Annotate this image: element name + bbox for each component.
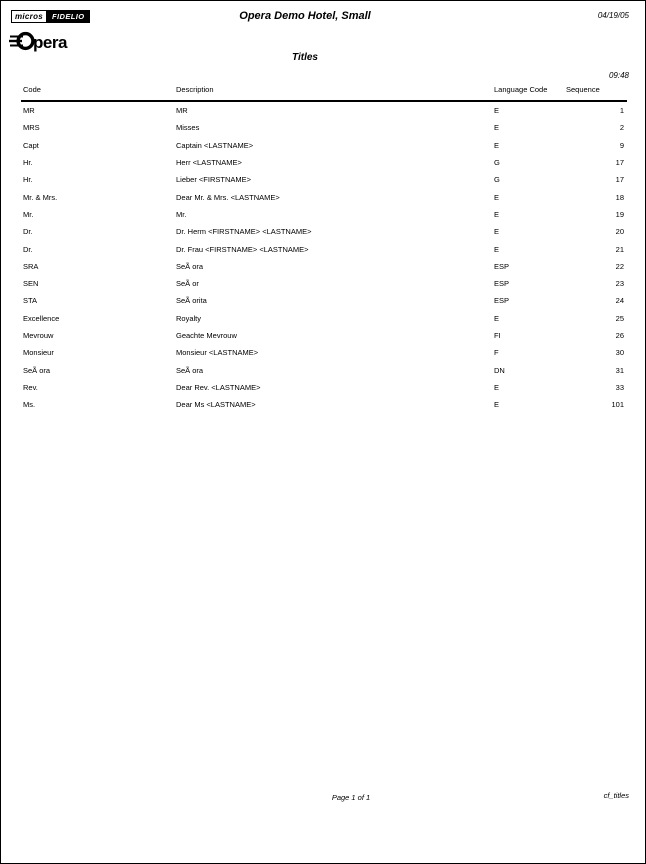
cell-sequence: 18 (615, 192, 624, 202)
cell-description: MR (176, 106, 188, 116)
cell-code: Dr. (23, 227, 33, 237)
cell-code: Dr. (23, 244, 33, 254)
cell-description: Dear Rev. <LASTNAME> (176, 382, 261, 392)
cell-description: Geachte Mevrouw (176, 331, 237, 340)
column-header-code: Code (21, 85, 174, 101)
cell-code: SRA (23, 261, 39, 271)
table-row (21, 275, 627, 292)
cell-sequence: 2 (619, 123, 624, 133)
table-row (21, 101, 627, 119)
table-row (21, 119, 627, 136)
cell-language-code: E (494, 106, 500, 116)
cell-language-code: ESP (494, 296, 510, 306)
table-row (21, 258, 627, 275)
cell-language-code: E (494, 209, 500, 219)
cell-code: STA (23, 296, 38, 306)
cell-language-code: F (494, 348, 499, 358)
cell-sequence: 17 (615, 175, 624, 185)
cell-language-code: E (494, 192, 500, 202)
cell-code: Monsieur (23, 348, 54, 358)
cell-sequence: 101 (611, 400, 624, 410)
cell-language-code: G (494, 175, 500, 185)
cell-sequence: 1 (619, 106, 624, 116)
cell-code: Capt (23, 140, 39, 150)
cell-language-code: E (494, 400, 500, 410)
page-number: Page 1 of 1 (331, 793, 371, 802)
cell-sequence: 19 (615, 209, 624, 219)
column-header-sequence: Sequence (564, 85, 627, 101)
titles-table (21, 85, 627, 413)
cell-code: Mevrouw (23, 331, 54, 340)
table-row (21, 223, 627, 240)
cell-language-code: E (494, 244, 500, 254)
table-row (21, 240, 627, 257)
cell-description: SeÃ ora (176, 261, 204, 271)
table-row (21, 327, 627, 344)
cell-sequence: 17 (615, 158, 624, 168)
table-row (21, 361, 627, 378)
report-time: 09:48 (608, 71, 629, 80)
cell-description: SeÃ orita (176, 296, 207, 306)
cell-sequence: 30 (615, 348, 624, 358)
cell-language-code: DN (494, 365, 505, 375)
cell-code: Rev. (23, 382, 38, 392)
cell-code: SEN (23, 279, 39, 289)
cell-language-code: ESP (494, 261, 510, 271)
cell-description: SeÃ ora (176, 365, 204, 375)
page-title: Titles (292, 52, 318, 63)
cell-language-code: E (494, 313, 500, 323)
cell-language-code: E (494, 382, 500, 392)
opera-logo-text: pera (33, 33, 67, 52)
cell-code: Excellence (23, 313, 60, 323)
cell-code: MRS (23, 123, 40, 133)
cell-description: Monsieur <LASTNAME> (176, 348, 259, 358)
cell-sequence: 25 (615, 313, 624, 323)
table-row (21, 154, 627, 171)
cell-sequence: 9 (619, 140, 624, 150)
column-header-language-code: Language Code (492, 85, 564, 101)
cell-language-code: ESP (494, 279, 510, 289)
hotel-name: Opera Demo Hotel, Small (239, 10, 371, 22)
cell-description: Dear Ms <LASTNAME> (176, 400, 256, 410)
cell-sequence: 21 (615, 244, 624, 254)
table-row (21, 292, 627, 309)
table-row (21, 188, 627, 205)
micros-logo-text: micros (11, 10, 47, 23)
cell-description: Lieber <FIRSTNAME> (176, 175, 252, 185)
cell-description: Misses (176, 123, 200, 133)
cell-sequence: 24 (615, 296, 624, 306)
cell-sequence: 31 (615, 365, 624, 375)
table-row (21, 396, 627, 413)
report-id: cf_titles (603, 791, 629, 800)
cell-sequence: 26 (615, 331, 624, 340)
cell-description: Dear Mr. & Mrs. <LASTNAME> (176, 192, 280, 202)
table-header-row (21, 85, 627, 101)
report-date: 04/19/05 (597, 11, 629, 20)
cell-code: Hr. (23, 158, 33, 168)
cell-language-code: E (494, 140, 500, 150)
cell-code: Ms. (23, 400, 36, 410)
cell-description: Dr. Frau <FIRSTNAME> <LASTNAME> (176, 244, 309, 254)
cell-description: Captain <LASTNAME> (176, 140, 254, 150)
cell-sequence: 20 (615, 227, 624, 237)
cell-description: Dr. Herm <FIRSTNAME> <LASTNAME> (176, 227, 312, 237)
table-row (21, 171, 627, 188)
table-row (21, 379, 627, 396)
cell-description: Mr. (176, 209, 187, 219)
cell-description: Royalty (176, 313, 202, 323)
cell-language-code: E (494, 227, 500, 237)
table-row (21, 206, 627, 223)
titles-table-body (21, 101, 627, 413)
fidelio-logo-text: FIDELIO (46, 10, 90, 23)
column-header-description: Description (174, 85, 492, 101)
cell-description: SeÃ or (176, 279, 199, 289)
cell-language-code: G (494, 158, 500, 168)
cell-description: Herr <LASTNAME> (176, 158, 242, 168)
table-row (21, 310, 627, 327)
cell-language-code: E (494, 123, 500, 133)
cell-code: Mr. (23, 209, 34, 219)
cell-sequence: 33 (615, 382, 624, 392)
cell-language-code: FI (494, 331, 501, 340)
cell-sequence: 22 (615, 261, 624, 271)
cell-sequence: 23 (615, 279, 624, 289)
cell-code: Hr. (23, 175, 33, 185)
table-row (21, 137, 627, 154)
cell-code: MR (23, 106, 35, 116)
table-row (21, 344, 627, 361)
cell-code: SeÃ ora (23, 365, 51, 375)
cell-code: Mr. & Mrs. (23, 192, 58, 202)
